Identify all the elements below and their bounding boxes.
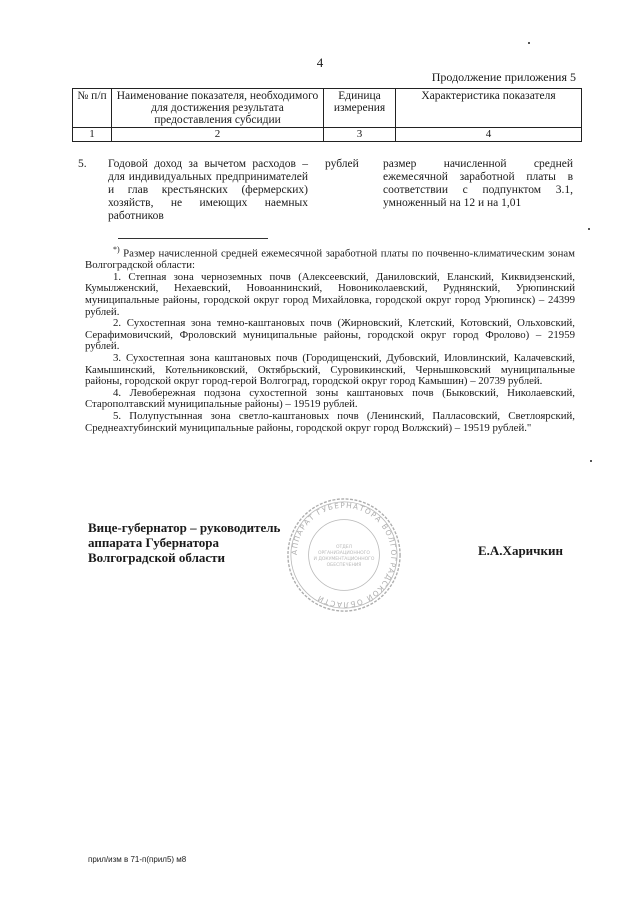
- footnote-item: 3. Сухостепная зона каштановых почв (Городищенский, Дубовский, Иловлинский, Калачевский, Камышинский, Котельниковский, Октябрьский, Суровикинский, Чернышковский муниципальные районы, городской округ город-герой Волгоград, городской округ город Камышин) – 20739 рублей.: [85, 351, 575, 388]
- header-characteristic: Характеристика показателя: [396, 89, 582, 128]
- header-indicator-name: Наименование показателя, необходимого для достижения результата предоставления субсидии: [112, 89, 324, 128]
- row-indicator-name: Годовой доход за вычетом расходов – для индивидуальных предпринимателей и глав крестьянских (фермерских) хозяйств, не имеющих наемных работников: [108, 158, 308, 222]
- stamp-center-line: И ДОКУМЕНТАЦИОННОГО: [313, 556, 375, 562]
- footnote-item: 1. Степная зона черноземных почв (Алексеевский, Даниловский, Еланский, Киквидзенский, Кумылженский, Нехаевский, Новоаннинский, Новониколаевский, Руднянский, Урюпинский муниципальные районы, городской округ город Михайловка, городской округ город Урюпинск) – 24399 рублей.: [85, 270, 575, 318]
- footnote-item: 5. Полупустынная зона светло-каштановых почв (Ленинский, Палласовский, Светлоярский, Среднеахтубинский муниципальные районы, городской округ город Волжский) – 19519 рублей.": [85, 409, 575, 434]
- signatory-title: [88, 520, 280, 565]
- stamp-center-line: ОБЕСПЕЧЕНИЯ: [326, 562, 362, 568]
- scan-speck: [590, 460, 592, 462]
- page-number: 4: [316, 55, 324, 70]
- signatory-title-line: Волгоградской области: [88, 550, 226, 565]
- signatory-title-line: аппарата Губернатора: [88, 535, 220, 550]
- scan-speck: [588, 228, 590, 230]
- official-stamp: [285, 496, 403, 614]
- footnote-intro: [85, 244, 575, 272]
- footnote-marker: *): [113, 245, 120, 254]
- stamp-center-line: ОТДЕЛ: [335, 545, 353, 551]
- column-number: 3: [324, 128, 396, 142]
- header-number: № п/п: [73, 89, 112, 128]
- signatory-title-line: Вице-губернатор – руководитель: [88, 520, 281, 535]
- stamp-center-line: ОРГАНИЗАЦИОННОГО: [318, 551, 370, 557]
- row-number: 5.: [78, 158, 87, 170]
- footnote: [85, 244, 575, 434]
- scan-speck: [528, 42, 530, 44]
- footnote-item: 4. Левобережная подзона сухостепной зоны каштановых почв (Быковский, Николаевский, Старополтавский муниципальные районы) – 19519 рублей.: [85, 386, 575, 411]
- stamp-ring-text: АППАРАТ ГУБЕРНАТОРА ВОЛГОГРАДСКОЙ ОБЛАСТИ: [289, 500, 399, 610]
- row-characteristic: размер начисленной средней ежемесячной заработной платы в соответствии с подпунктом 3.1, умноженный на 12 и на 1,01: [383, 158, 573, 209]
- header-unit: Единица измерения: [324, 89, 396, 128]
- footnote-intro-text: Размер начисленной средней ежемесячной заработной платы по почвенно-климатическим зонам Волгоградской области:: [85, 247, 575, 272]
- footnote-separator: [118, 238, 268, 239]
- column-number: 2: [112, 128, 324, 142]
- continuation-label: Продолжение приложения 5: [431, 70, 576, 84]
- indicator-table: [72, 88, 582, 142]
- footnote-item: 2. Сухостепная зона темно-каштановых почв (Жирновский, Клетский, Котовский, Ольховский, Серафимовичский, Фроловский муниципальные районы, городской округ город Фролово) – 21959 рублей.: [85, 317, 575, 353]
- footer-note: прил/изм в 71-п(прил5) м8: [88, 855, 187, 864]
- column-number: 4: [396, 128, 582, 142]
- signatory-name: Е.А.Харичкин: [478, 543, 563, 558]
- row-unit: рублей: [325, 158, 359, 170]
- column-number: 1: [73, 128, 112, 142]
